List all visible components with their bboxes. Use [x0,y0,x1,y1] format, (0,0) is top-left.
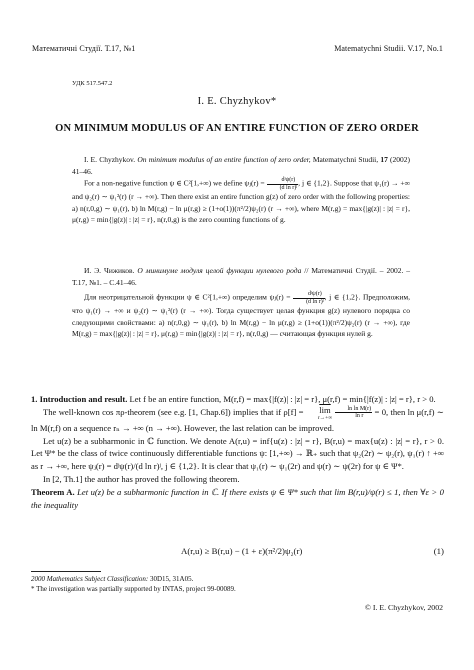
fraction-numerator: ln ln M(r) [335,406,373,414]
abstract-ru-line1-end: , j ∈ {1,2}. [324,292,361,302]
limsup-operator [306,406,332,422]
abstract-ru-fraction [293,291,325,305]
msc-codes: 30D15, 31A05. [150,575,194,583]
abstract-ru-rest: Предположим, что ψ₁(r) → +∞ и ψ₂(r) ∼ ψ₁²(r) (r → +∞). Тогда существует целая функция g(z) нулевого порядка со следующими свойствами: a) n(r,0,g) ∼ ψ₁(r), b) ln M(r,g) − ln μ(r,g) ≥ (1+o(1))(π²/2)ψ₂(r) (r → +∞), где M(r,g) = max{|g(z)| : |z| = r}, μ(r,g) = min{|g(z)| : |z| = r}, n(r,0,g) — считающая функция нулей g. [72,292,410,339]
equation-1 [31,544,444,564]
abstract-ru-text [72,291,410,340]
theorem-a [31,486,444,512]
abstract-ru-citation-author: И. Э. Чижиков. [84,266,135,275]
running-header-right: Matematychni Studii. V.17, No.1 [334,44,443,53]
abstract-en-text [72,177,410,226]
abstract-russian [72,265,410,340]
limsup-subscript: r→+∞ [317,414,333,421]
udk-classification: УДК 517.547.2 [72,80,113,87]
abstract-ru-citation [72,265,410,288]
abstract-english [72,154,410,226]
intro-p2-fraction [335,406,373,420]
intro-paragraph-2 [31,406,444,435]
footnote-rule [31,571,101,572]
abstract-en-rest: that ψ₁(r) → +∞ and ψ₂(r) ∼ ψ₁²(r) (r → +∞). Then there exist an entire function g(z) of zero order with the following properties: a) n(r,0,g) ∼ ψ₁(r), b) ln M(r,g) − ln μ(r,g) ≥ (1+o(1))(π²/2)ψ₂(r) (r → +∞), where M(r,g) = max{|g(z)| : |z| = r}, μ(r,g) = min{|g(z)| : |z| = r}, n(r,0,g) is the zero counting functions of g. [72,178,410,225]
fraction-numerator: dʲψ(r) [293,291,325,299]
abstract-en-citation-title: On minimum modulus of an entire function of zero order, [137,155,311,164]
intro-paragraph-1 [31,393,444,406]
abstract-en-citation-volume: 17 [380,155,388,164]
footnote-grant: * The investigation was partially supported by INTAS, project 99-00089. [31,585,236,593]
intro-p2-text-a: The well-known cos πρ-theorem (see e.g. [1, Chap.6]) implies that if ρ[f] = [43,406,306,417]
abstract-en-line1: For a non-negative function ψ ∈ C²[1,+∞) we define ψⱼ(r) = [84,178,267,188]
fraction-denominator: (d ln r)ʲ [306,298,324,305]
section-heading: 1. Introduction and result. [31,394,128,404]
abstract-ru-citation-rest: // Математичні Студії. – 2002. – Т.17, №1. – С.41–46. [72,266,410,287]
fraction-denominator: (d ln r)ʲ [279,184,298,191]
abstract-en-citation-rest: (2002) 41–46. [72,155,411,176]
abstract-en-citation-author: I. E. Chyzhykov. [84,155,136,164]
theorem-label: Theorem A. [31,486,75,497]
abstract-en-citation [72,154,410,177]
copyright-notice: © I. E. Chyzhykov, 2002 [365,603,443,612]
running-header-left: Математичні Студії. Т.17, №1 [32,44,136,53]
abstract-en-fraction [267,177,299,191]
equation-body: A(r,u) ≥ B(r,u) − (1 + ε)(π²/2)ψ₂(r) [181,546,303,556]
limsup-label: $\overline{lim}$ [319,404,331,415]
equation-number: (1) [433,546,444,556]
msc-label: 2000 Mathematics Subject Classification: [31,575,149,583]
author-name: I. E. Chyzhykov* [197,96,277,107]
abstract-en-citation-journal: Matematychni Studii, [312,155,379,164]
abstract-ru-citation-title: О минимуме модуля целой функции нулевого рода [137,266,302,275]
intro-paragraph-4: In [2, Th.1] the author has proved the following theorem. [43,473,240,484]
paper-title: ON MINIMUM MODULUS OF AN ENTIRE FUNCTION OF ZERO ORDER [55,123,419,134]
abstract-ru-line1: Для неотрицательной функции ψ ∈ C²[1,+∞) определим ψⱼ(r) = [84,292,294,302]
fraction-numerator: dʲψ(r) [267,177,299,185]
intro-p2-text-b: = 0, then ln μ(r,f) ∼ ln M(r,f) on a sequence rₙ → +∞ (n → +∞). However, the last relation can be improved. [31,406,445,433]
theorem-statement: Let u(z) be a subharmonic function in ℂ. If there exists ψ ∈ Ψ* such that lim B(r,u)/ψ(r) ≤ 1, then ∀ε > 0 the inequality [31,486,444,510]
footnote-msc [31,575,193,583]
intro-paragraph-3: Let u(z) be a subharmonic in ℂ function. We denote A(r,u) = inf{u(z) : |z| = r}, B(r,u) = max{u(z) : |z| = r}, r > 0. Let Ψ* be the class of twice continuously differentiable functions ψ: [1,+∞) → ℝ₊ such that ψ₂(2r) ∼ ψ₂(r), ψ₁(r) ↑ +∞ as r → +∞, here ψⱼ(r) = dʲψ(r)/(d ln r)ʲ, j ∈ {1,2}. It is clear that ψ₁(r) ∼ ψ₁(2r) and ψ(r) ∼ ψ(2r) for ψ ∈ Ψ*. [31,435,444,472]
abstract-en-line1-end: , j ∈ {1,2}. Suppose [298,178,360,188]
fraction-denominator: ln r [355,413,364,420]
intro-p1-text: Let f be an entire function, M(r,f) = max{|f(z)| : |z| = r}, μ(r,f) = min{|f(z)| : |z| = r}, r > 0. [129,394,436,404]
main-body [31,393,444,511]
